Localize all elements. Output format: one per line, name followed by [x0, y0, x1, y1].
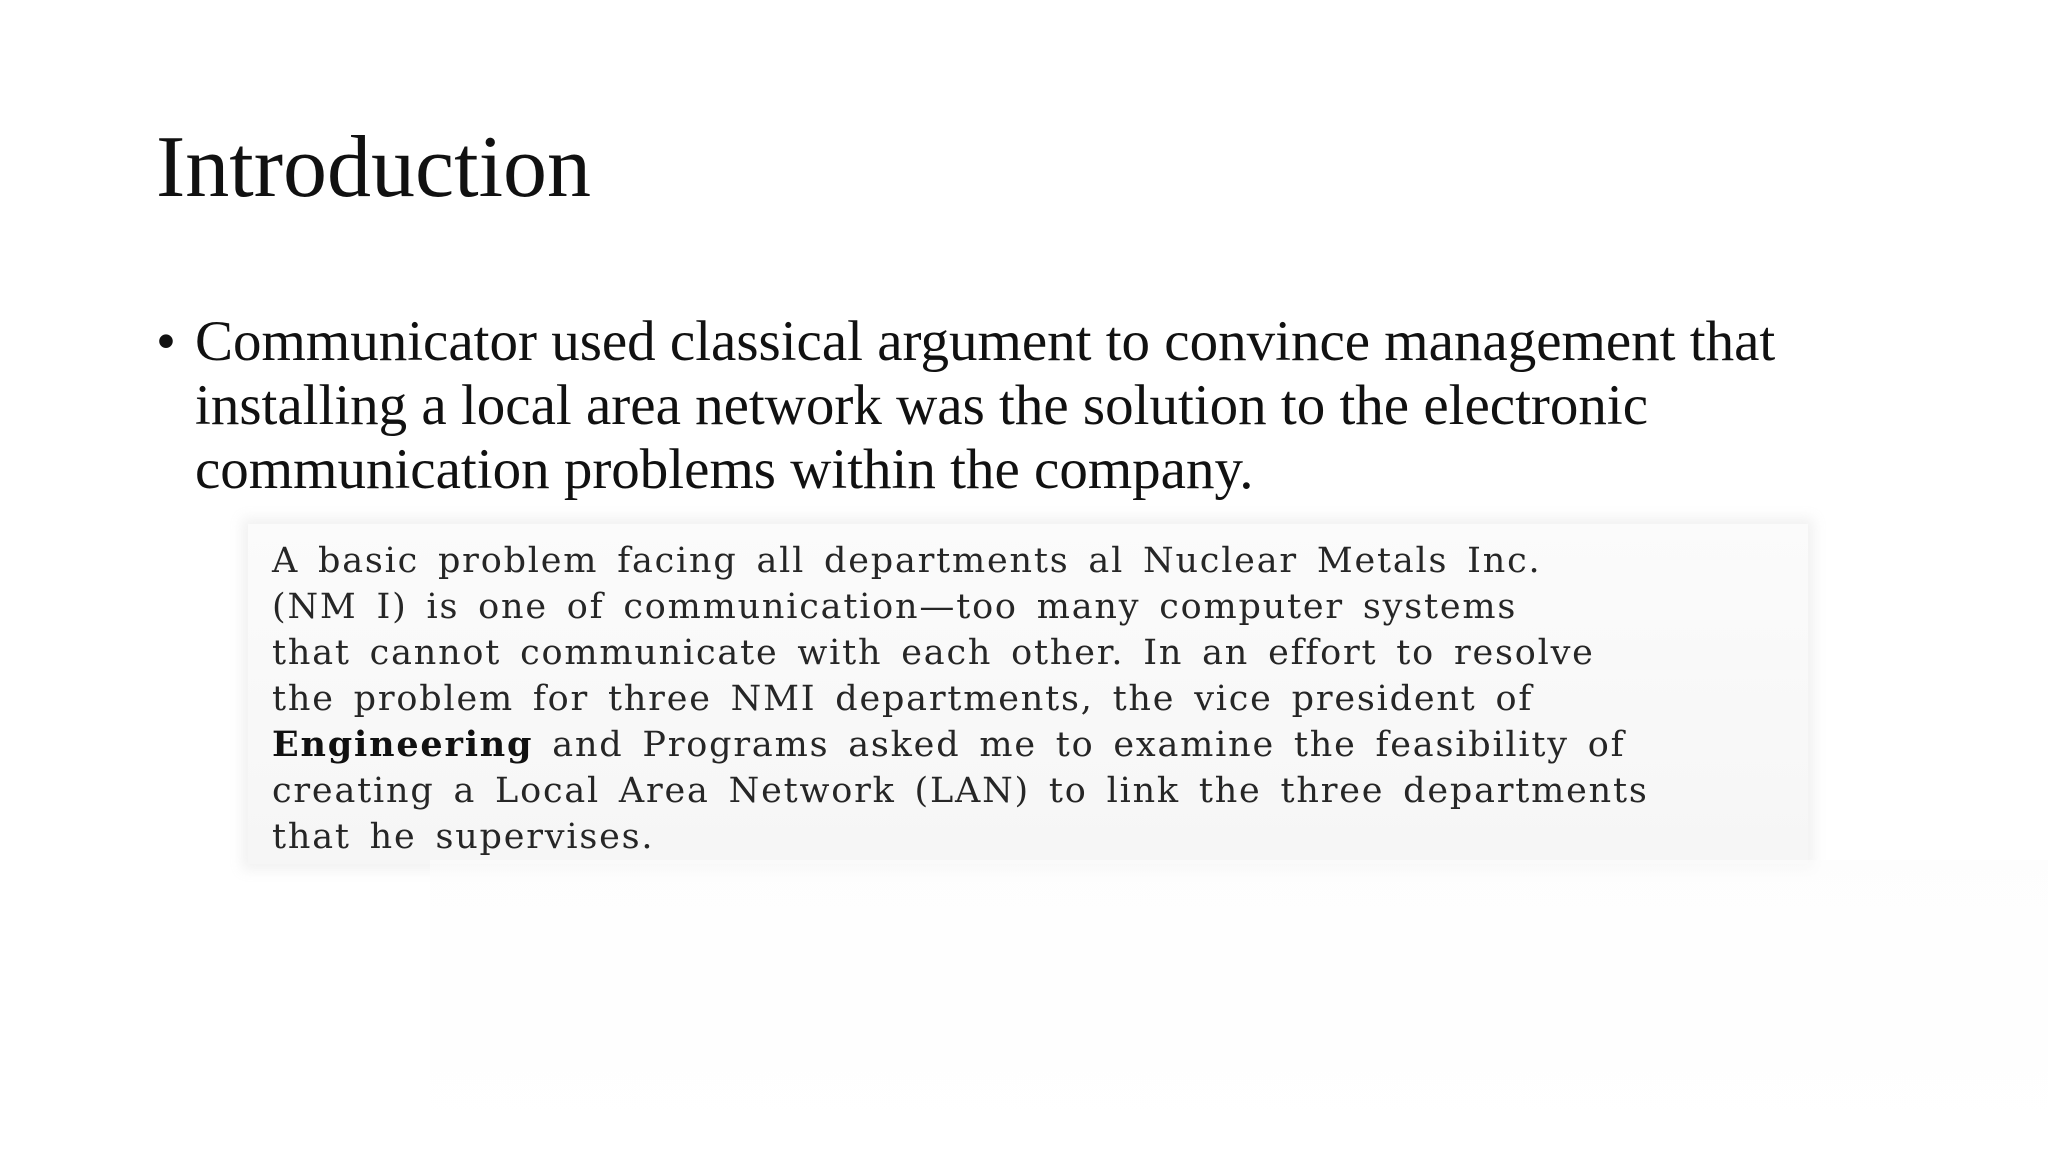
bullet-line: communication problems within the company.	[195, 438, 1254, 501]
excerpt-line: (NM I) is one of communication—too many computer systems	[272, 587, 1518, 627]
excerpt-line: creating a Local Area Network (LAN) to link the three departments	[272, 771, 1649, 811]
slide-title: Introduction	[156, 119, 592, 216]
excerpt-line-rest: and Programs asked me to examine the feasibility of	[552, 725, 1626, 765]
excerpt-line: that cannot communicate with each other. In an effort to resolve	[272, 633, 1595, 673]
excerpt-line: A basic problem facing all departments al Nuclear Metals Inc.	[272, 541, 1542, 581]
bullet-line: installing a local area network was the solution to the electronic	[195, 374, 1649, 437]
bold-word-engineering: Engineering	[272, 724, 534, 765]
quoted-excerpt-image	[248, 524, 1808, 864]
excerpt-line: the problem for three NMI departments, the vice president of	[272, 679, 1534, 719]
excerpt-line: that he supervises.	[272, 817, 655, 857]
bullet-marker: •	[156, 310, 176, 373]
bullet-line: Communicator used classical argument to convince management that	[195, 310, 1776, 373]
bullet-text	[195, 310, 1955, 502]
image-fade-area	[430, 860, 2048, 1152]
quoted-excerpt-text	[272, 538, 1802, 860]
excerpt-line-with-bold	[272, 722, 1802, 768]
